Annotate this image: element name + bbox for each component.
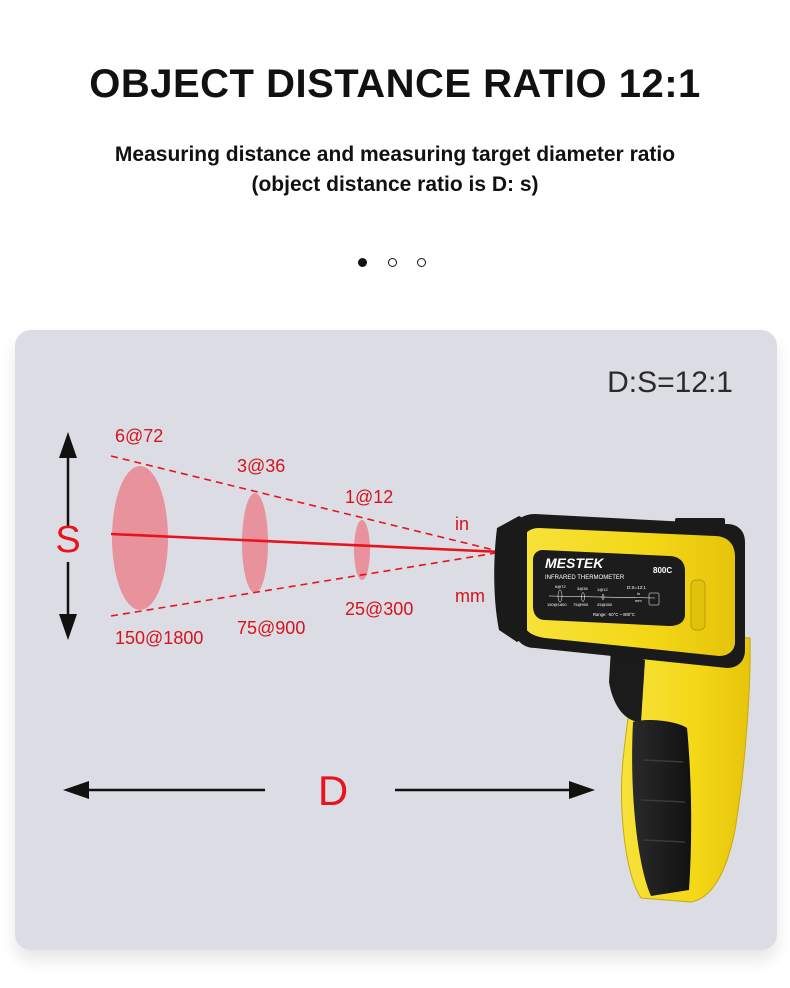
spot-ellipse-mid bbox=[242, 493, 268, 593]
carousel-dot-3[interactable] bbox=[417, 258, 426, 267]
diagram-panel bbox=[15, 330, 777, 950]
unit-label-in: in bbox=[455, 514, 470, 534]
device-subtitle: INFRARED THERMOMETER bbox=[545, 575, 625, 581]
spot-label-mm-mid: 75@900 bbox=[237, 618, 306, 638]
device-ds-mark: D:S=12:1 bbox=[627, 585, 646, 590]
subtitle-line-2: (object distance ratio is D: s) bbox=[251, 173, 539, 196]
s-label: S bbox=[55, 519, 81, 561]
device-range-text: Range: -50°C ~ 800°C bbox=[593, 612, 635, 617]
subtitle-line-1: Measuring distance and measuring target diameter ratio bbox=[114, 143, 676, 166]
spot-label-in-mid: 3@36 bbox=[237, 456, 286, 476]
carousel-dot-1[interactable] bbox=[358, 258, 367, 267]
device-mini-unit-mm: mm bbox=[635, 598, 642, 603]
distance-ratio-diagram bbox=[15, 330, 777, 950]
device-mini-mm-2: 75@900 bbox=[573, 602, 589, 607]
spot-label-mm-far: 150@1800 bbox=[115, 628, 204, 648]
d-label: D bbox=[317, 767, 349, 814]
carousel-dots bbox=[355, 258, 435, 274]
page-title: OBJECT DISTANCE RATIO 12:1 bbox=[89, 62, 701, 106]
device-mini-in-1: 6@72 bbox=[555, 584, 566, 589]
page-subtitle bbox=[0, 140, 790, 200]
spot-label-in-far: 6@72 bbox=[115, 426, 164, 446]
thermometer-device bbox=[494, 514, 750, 902]
device-model: 800C bbox=[653, 566, 673, 575]
spot-label-in-near: 1@12 bbox=[345, 487, 394, 507]
device-mini-in-2: 3@36 bbox=[577, 586, 588, 591]
spot-ellipse-far bbox=[112, 466, 168, 610]
device-mini-mm-3: 25@300 bbox=[597, 602, 613, 607]
laser-beams bbox=[111, 456, 502, 616]
carousel-dot-2[interactable] bbox=[388, 258, 397, 267]
unit-label-mm: mm bbox=[455, 586, 485, 606]
device-mini-mm-1: 150@1800 bbox=[547, 602, 567, 607]
device-mini-unit-in: in bbox=[637, 591, 641, 596]
device-mini-in-3: 1@12 bbox=[597, 587, 608, 592]
ds-ratio-label: D:S=12:1 bbox=[607, 366, 733, 399]
device-brand: MESTEK bbox=[545, 555, 604, 571]
spot-ellipse-near bbox=[354, 520, 370, 580]
spot-label-mm-near: 25@300 bbox=[345, 599, 414, 619]
